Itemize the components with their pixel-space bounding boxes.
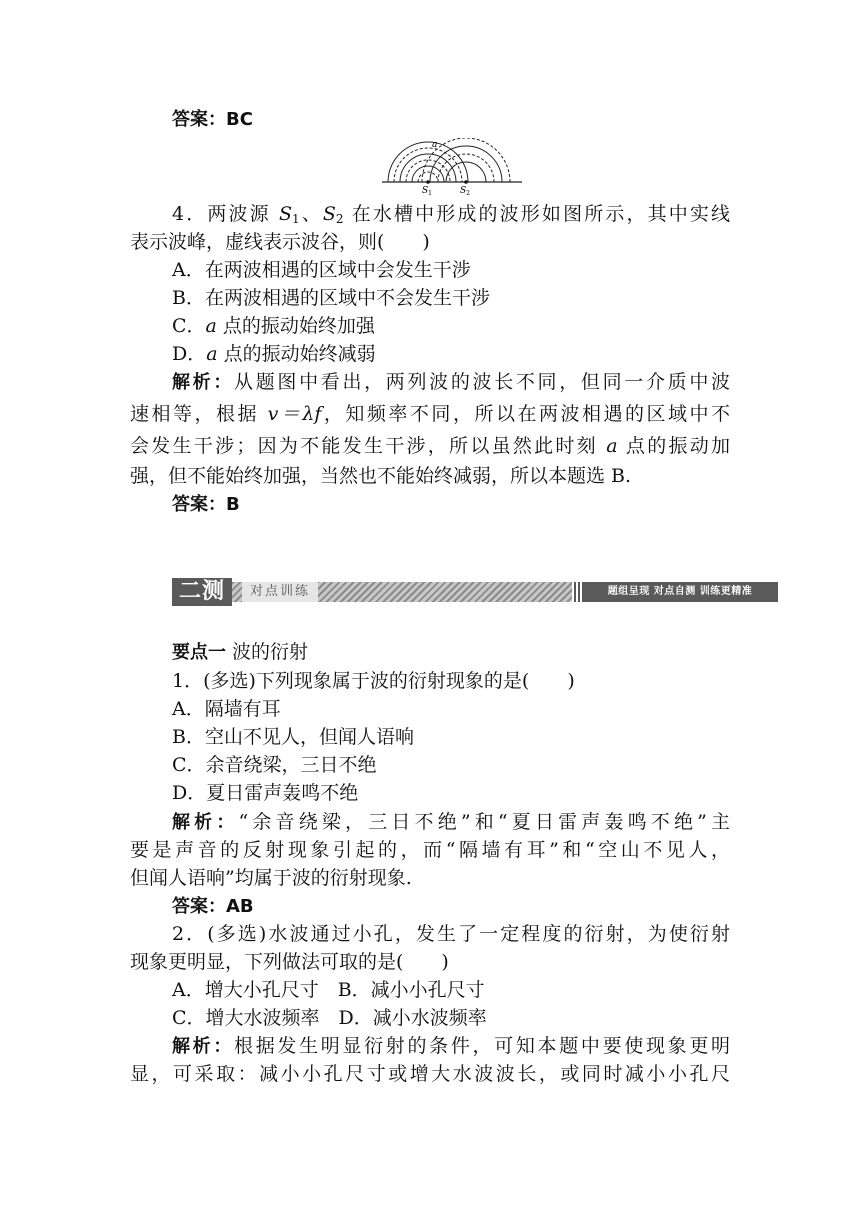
previous-answer: 答案：BC (172, 109, 253, 130)
q4-option-d: D．a 点的振动始终减弱 (172, 343, 376, 365)
q1-analysis-1: 解析：“余音绕梁，三日不绝”和“夏日雷声轰鸣不绝”主 (172, 811, 730, 833)
question-1-stem: 1．(多选)下列现象属于波的衍射现象的是( ) (172, 670, 575, 692)
question-4-stem: 4．两波源 $S_1$、$S_2$ 在水槽中形成的波形如图所示，其中实线 (172, 203, 730, 226)
q4-option-c: C．a 点的振动始终加强 (172, 315, 375, 337)
figure-label-s2: $S_2$ (460, 186, 470, 196)
figure-label-s1: $S_1$ (422, 186, 432, 196)
banner-divider (574, 582, 576, 602)
q1-option-a: A．隔墙有耳 (172, 698, 281, 720)
q4-answer: 答案：B (172, 494, 240, 515)
q2-analysis-1: 解析：根据发生明显衍射的条件，可知本题中要使现象更明 (172, 1035, 730, 1057)
q4-analysis-4: 强，但不能始终加强，当然也不能始终减弱，所以本题选 B. (130, 465, 632, 487)
q1-analysis-3: 但闻人语响”均属于波的衍射现象. (130, 867, 412, 889)
q1-option-d: D．夏日雷声轰鸣不绝 (172, 782, 359, 804)
q4-analysis-1: 解析：从题图中看出，两列波的波长不同，但同一介质中波 (172, 371, 730, 393)
banner-subtitle: 对点训练 (242, 582, 318, 602)
wave-interference-figure (382, 138, 522, 196)
q4-analysis-2: 速相等，根据 v＝λf，知频率不同，所以在两波相遇的区域中不 (130, 403, 730, 425)
q2-analysis-2: 显，可采取：减小小孔尺寸或增大水波波长，或同时减小小孔尺 (130, 1063, 730, 1085)
banner-slogan: 题组呈现 对点自测 训练更精准 (582, 582, 778, 602)
figure-label-a: a (432, 140, 438, 150)
q1-answer: 答案：AB (172, 896, 254, 917)
q4-option-a: A．在两波相遇的区域中会发生干涉 (172, 259, 471, 281)
q2-options-ab: A．增大小孔尺寸 B．减小小孔尺寸 (172, 979, 485, 1001)
q1-option-c: C．余音绕梁，三日不绝 (172, 754, 377, 776)
question-4-stem-2: 表示波峰，虚线表示波谷，则( ) (130, 231, 430, 253)
banner-divider (578, 582, 580, 602)
section-banner (172, 578, 778, 606)
question-2-stem: 2．(多选)水波通过小孔，发生了一定程度的衍射，为使衍射 (172, 923, 730, 945)
section-heading: 要点一 波的衍射 (172, 641, 309, 663)
q1-analysis-2: 要是声音的反射现象引起的，而“隔墙有耳”和“空山不见人， (130, 839, 730, 861)
banner-title: 二测 (172, 578, 232, 606)
q2-options-cd: C．增大水波频率 D．减小水波频率 (172, 1007, 487, 1029)
q4-option-b: B．在两波相遇的区域中不会发生干涉 (172, 287, 490, 309)
q1-option-b: B．空山不见人，但闻人语响 (172, 726, 414, 748)
q4-analysis-3: 会发生干涉；因为不能发生干涉，所以虽然此时刻 a 点的振动加 (130, 435, 731, 457)
question-2-stem-2: 现象更明显，下列做法可取的是( ) (130, 951, 449, 973)
